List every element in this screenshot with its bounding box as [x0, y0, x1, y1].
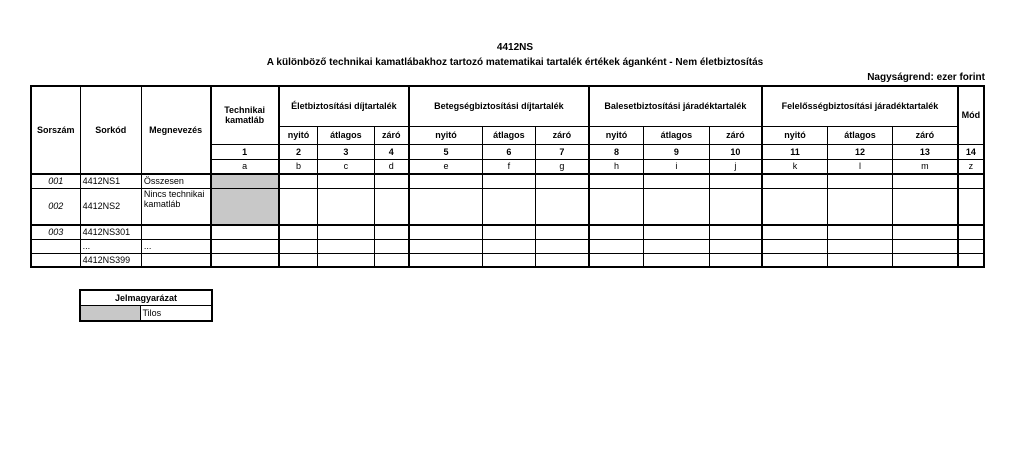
input-cell[interactable]: [589, 174, 644, 188]
input-cell[interactable]: [893, 225, 958, 239]
legend-table: [79, 289, 213, 322]
input-cell[interactable]: [893, 174, 958, 188]
input-cell[interactable]: [409, 188, 482, 225]
input-cell[interactable]: [762, 188, 827, 225]
legend-forbidden-label: Tilos: [140, 306, 212, 322]
row-sorkod: 4412NS399: [80, 253, 141, 267]
input-cell[interactable]: [409, 239, 482, 253]
input-cell[interactable]: [709, 253, 762, 267]
table-row: [31, 225, 984, 239]
col-letter: h: [589, 159, 644, 174]
col-number: 13: [893, 144, 958, 159]
input-cell[interactable]: [958, 239, 984, 253]
forbidden-cell: [211, 174, 279, 188]
input-cell[interactable]: [589, 188, 644, 225]
col-number: 10: [709, 144, 762, 159]
row-sorszam: 001: [31, 174, 80, 188]
header-sorkod: Sorkód: [80, 86, 141, 174]
input-cell[interactable]: [279, 225, 318, 239]
form-title: A különböző technikai kamatlábakhoz tartozó matematikai tartalék értékek áganként - Nem életbiztosítás: [266, 57, 764, 68]
input-cell[interactable]: [318, 225, 374, 239]
form-code: 4412NS: [496, 42, 534, 53]
col-letter: d: [374, 159, 409, 174]
sub-header-zaro: záró: [374, 126, 409, 144]
col-number: 8: [589, 144, 644, 159]
row-megnevezes: Összesen: [141, 174, 210, 188]
input-cell[interactable]: [644, 188, 709, 225]
col-letter: m: [893, 159, 958, 174]
legend-title: Jelmagyarázat: [80, 290, 212, 306]
col-letter: c: [318, 159, 374, 174]
col-letter: e: [409, 159, 482, 174]
row-sorkod: 4412NS1: [80, 174, 141, 188]
input-cell[interactable]: [709, 188, 762, 225]
input-cell[interactable]: [535, 174, 588, 188]
input-cell[interactable]: [279, 188, 318, 225]
input-cell[interactable]: [827, 225, 892, 239]
input-cell[interactable]: [279, 239, 318, 253]
header-group-balesetbiztositasi: Balesetbiztosítási járadéktartalék: [589, 86, 763, 126]
input-cell[interactable]: [211, 239, 279, 253]
table-row: [31, 253, 984, 267]
col-number: 4: [374, 144, 409, 159]
col-number: 14: [958, 144, 984, 159]
input-cell[interactable]: [762, 239, 827, 253]
col-letter: z: [958, 159, 984, 174]
input-cell[interactable]: [958, 253, 984, 267]
sub-header-zaro: záró: [709, 126, 762, 144]
col-number: 3: [318, 144, 374, 159]
sub-header-atlagos: átlagos: [482, 126, 535, 144]
row-sorszam: 002: [31, 188, 80, 225]
row-megnevezes: [141, 253, 210, 267]
header-sorszam: Sorszám: [31, 86, 80, 174]
input-cell[interactable]: [374, 188, 409, 225]
col-letter: k: [762, 159, 827, 174]
input-cell[interactable]: [893, 188, 958, 225]
input-cell[interactable]: [211, 225, 279, 239]
input-cell[interactable]: [409, 174, 482, 188]
input-cell[interactable]: [374, 174, 409, 188]
input-cell[interactable]: [482, 253, 535, 267]
col-letter: b: [279, 159, 318, 174]
row-sorszam: [31, 253, 80, 267]
input-cell[interactable]: [318, 239, 374, 253]
input-cell[interactable]: [893, 253, 958, 267]
input-cell[interactable]: [644, 225, 709, 239]
input-cell[interactable]: [318, 253, 374, 267]
row-sorszam: 003: [31, 225, 80, 239]
input-cell[interactable]: [709, 174, 762, 188]
col-number: 6: [482, 144, 535, 159]
header-group-betegsegbiztositasi: Betegségbiztosítási díjtartalék: [409, 86, 589, 126]
input-cell[interactable]: [279, 253, 318, 267]
col-number: 1: [211, 144, 279, 159]
input-cell[interactable]: [644, 174, 709, 188]
input-cell[interactable]: [211, 253, 279, 267]
sub-header-atlagos: átlagos: [827, 126, 892, 144]
input-cell[interactable]: [482, 225, 535, 239]
input-cell[interactable]: [535, 188, 588, 225]
input-cell[interactable]: [535, 253, 588, 267]
header-technikai-kamatlab: Technikai kamatláb: [211, 86, 279, 144]
input-cell[interactable]: [644, 239, 709, 253]
input-cell[interactable]: [535, 225, 588, 239]
input-cell[interactable]: [589, 239, 644, 253]
col-letter: j: [709, 159, 762, 174]
sub-header-zaro: záró: [893, 126, 958, 144]
input-cell[interactable]: [958, 174, 984, 188]
input-cell[interactable]: [827, 239, 892, 253]
col-number: 2: [279, 144, 318, 159]
col-letter: i: [644, 159, 709, 174]
input-cell[interactable]: [762, 253, 827, 267]
col-number: 7: [535, 144, 588, 159]
header-megnevezes: Megnevezés: [141, 86, 210, 174]
col-number: 11: [762, 144, 827, 159]
input-cell[interactable]: [589, 253, 644, 267]
col-number: 9: [644, 144, 709, 159]
col-number: 5: [409, 144, 482, 159]
col-letter: g: [535, 159, 588, 174]
data-table: [30, 85, 985, 268]
sub-header-atlagos: átlagos: [318, 126, 374, 144]
row-sorkod: 4412NS301: [80, 225, 141, 239]
input-cell[interactable]: [827, 253, 892, 267]
sub-header-nyito: nyitó: [589, 126, 644, 144]
input-cell[interactable]: [762, 225, 827, 239]
input-cell[interactable]: [482, 174, 535, 188]
input-cell[interactable]: [482, 188, 535, 225]
row-sorszam: [31, 239, 80, 253]
row-sorkod: ...: [80, 239, 141, 253]
input-cell[interactable]: [827, 174, 892, 188]
sub-header-nyito: nyitó: [279, 126, 318, 144]
row-sorkod: 4412NS2: [80, 188, 141, 225]
row-megnevezes: Nincs technikai kamatláb: [141, 188, 210, 225]
table-row: [31, 239, 984, 253]
input-cell[interactable]: [958, 188, 984, 225]
input-cell[interactable]: [374, 253, 409, 267]
sub-header-nyito: nyitó: [409, 126, 482, 144]
input-cell[interactable]: [374, 225, 409, 239]
header-group-eletbiztositasi: Életbiztosítási díjtartalék: [279, 86, 409, 126]
input-cell[interactable]: [535, 239, 588, 253]
forbidden-cell: [211, 188, 279, 225]
table-row: [31, 174, 984, 188]
col-letter: f: [482, 159, 535, 174]
input-cell[interactable]: [827, 188, 892, 225]
input-cell[interactable]: [482, 239, 535, 253]
header-group-felelossegbiztositasi: Felelősségbiztosítási járadéktartalék: [762, 86, 958, 126]
sub-header-zaro: záró: [535, 126, 588, 144]
input-cell[interactable]: [709, 225, 762, 239]
input-cell[interactable]: [409, 253, 482, 267]
input-cell[interactable]: [893, 239, 958, 253]
sub-header-atlagos: átlagos: [644, 126, 709, 144]
input-cell[interactable]: [958, 225, 984, 239]
table-row: [31, 188, 984, 225]
col-letter: l: [827, 159, 892, 174]
row-megnevezes: ...: [141, 239, 210, 253]
input-cell[interactable]: [374, 239, 409, 253]
col-number: 12: [827, 144, 892, 159]
input-cell[interactable]: [709, 239, 762, 253]
row-megnevezes: [141, 225, 210, 239]
unit-label: Nagyságrend: ezer forint: [867, 72, 985, 83]
legend-forbidden-swatch: [80, 306, 140, 322]
input-cell[interactable]: [762, 174, 827, 188]
input-cell[interactable]: [409, 225, 482, 239]
input-cell[interactable]: [589, 225, 644, 239]
header-mod: Mód: [958, 86, 984, 144]
input-cell[interactable]: [279, 174, 318, 188]
col-letter: a: [211, 159, 279, 174]
sub-header-nyito: nyitó: [762, 126, 827, 144]
input-cell[interactable]: [318, 174, 374, 188]
input-cell[interactable]: [644, 253, 709, 267]
input-cell[interactable]: [318, 188, 374, 225]
